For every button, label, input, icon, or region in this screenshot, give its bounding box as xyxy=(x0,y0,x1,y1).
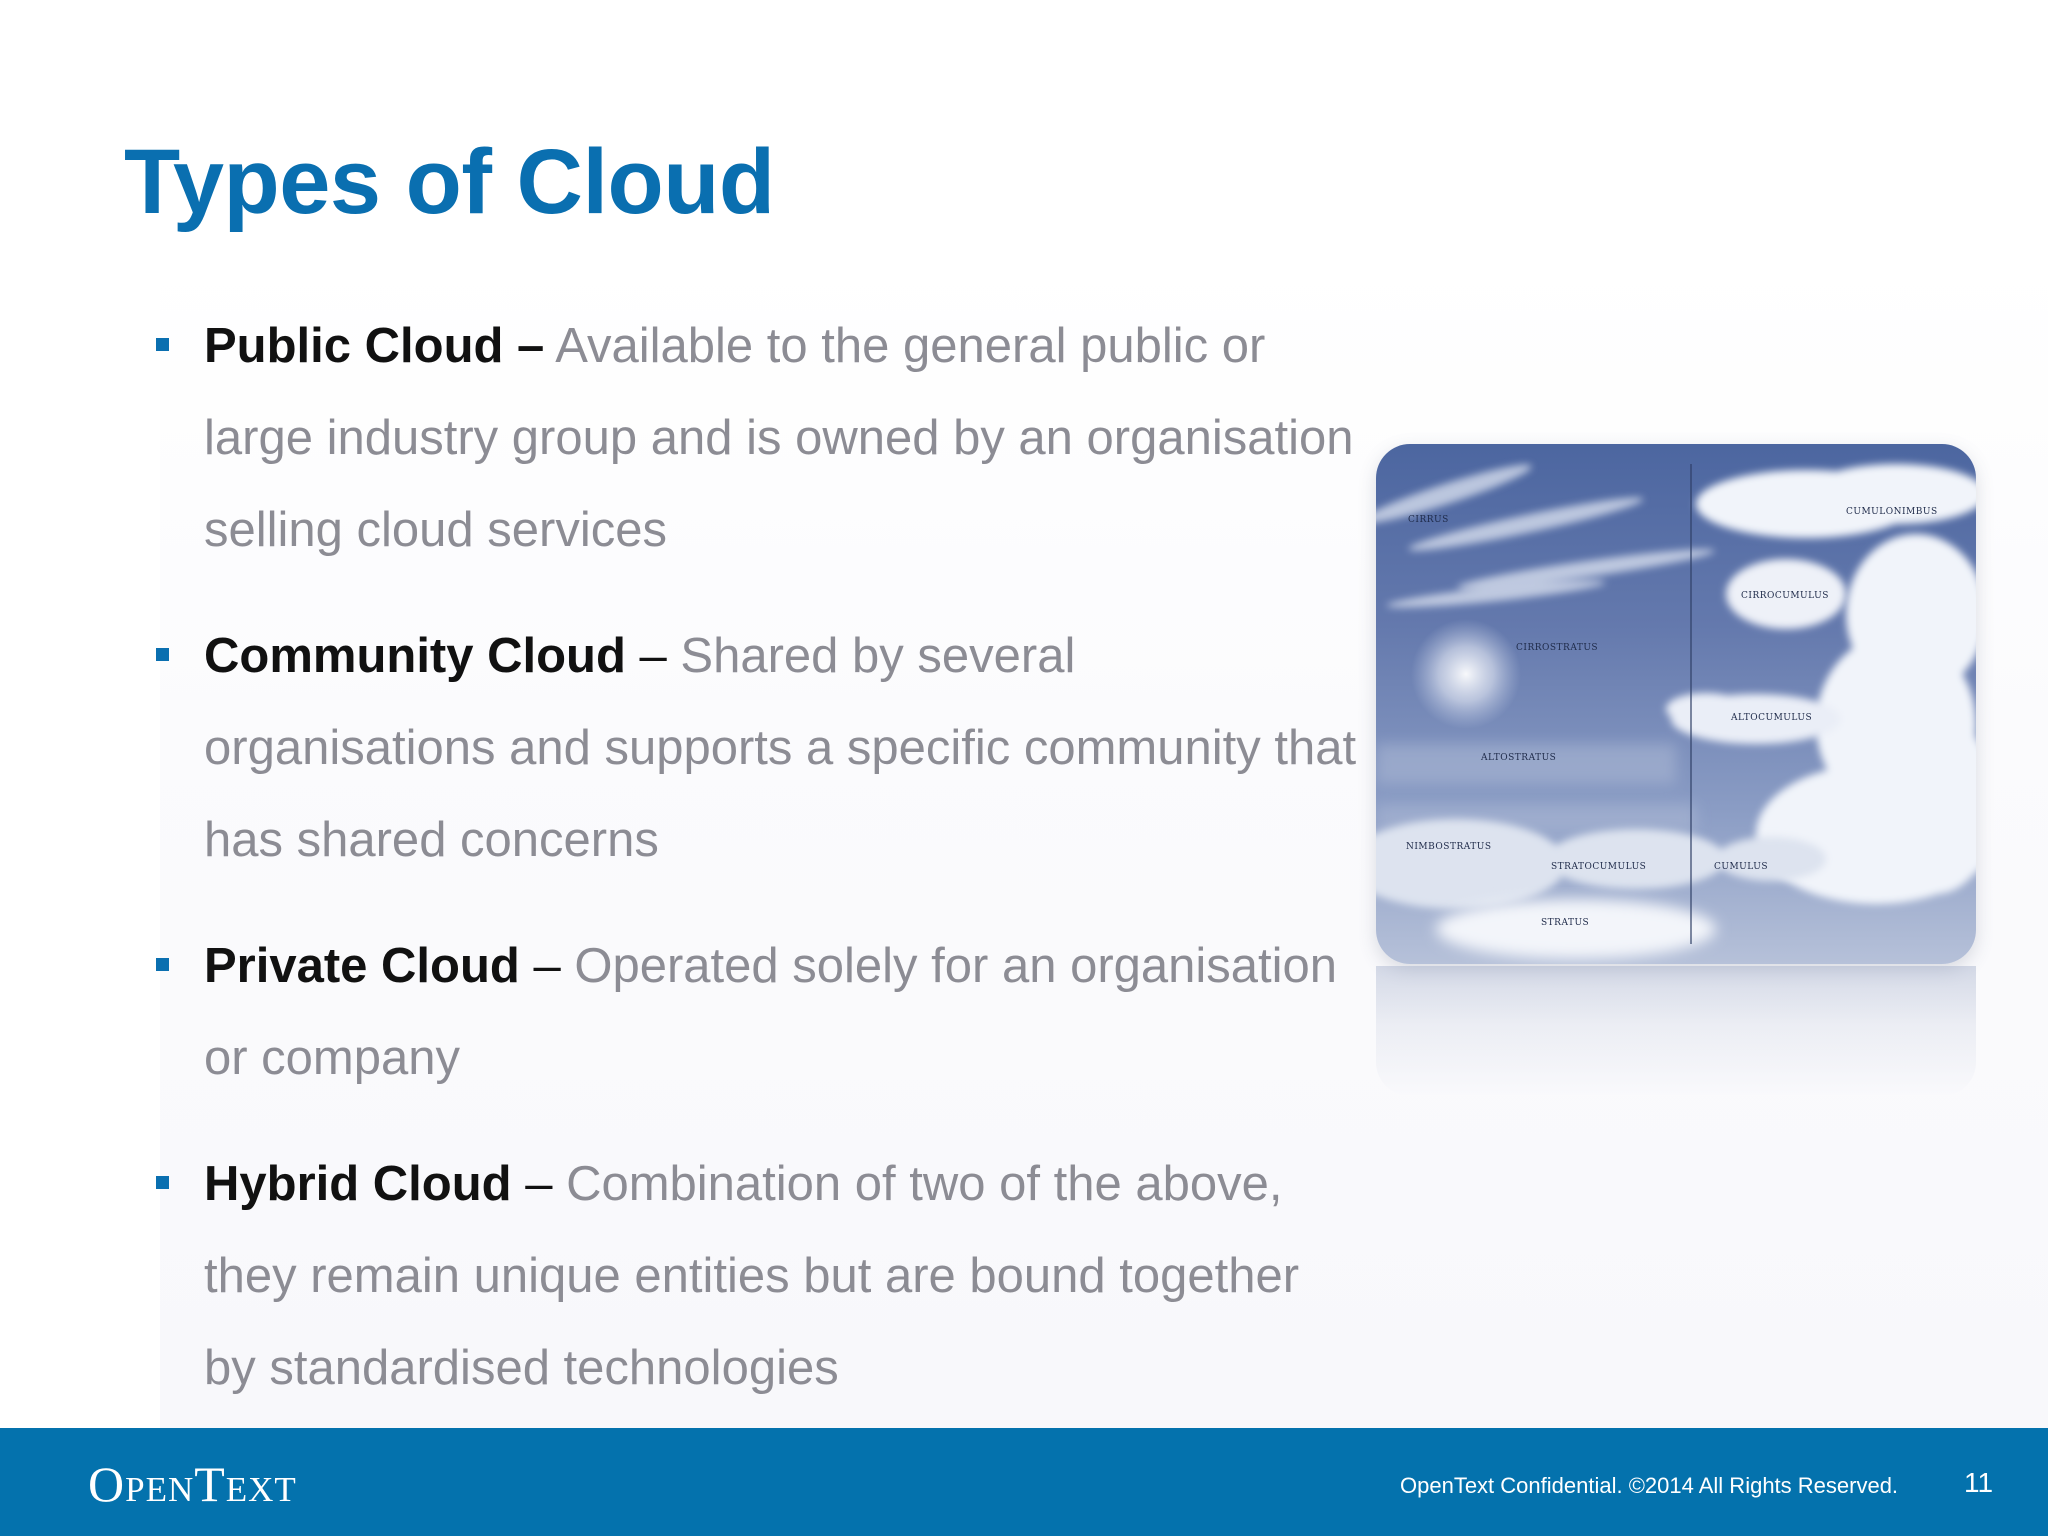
cloud-label: CIRROSTRATUS xyxy=(1516,643,1599,653)
bullet-separator: – xyxy=(503,319,545,373)
confidential-notice: OpenText Confidential. ©2014 All Rights Reserved. xyxy=(1400,1473,1899,1498)
square-bullet-icon xyxy=(156,338,169,351)
image-reflection xyxy=(1376,966,1976,1096)
cloud-label: NIMBOSTRATUS xyxy=(1406,842,1492,852)
slide-title: Types of Cloud xyxy=(124,131,775,233)
bullet-description: Available to the general public or large industry group and is owned by an organisation selling cloud services xyxy=(204,319,1354,557)
bullet-separator: – xyxy=(511,1157,553,1211)
bullet-list xyxy=(150,300,1360,1448)
cloud-label: ALTOSTRATUS xyxy=(1481,753,1557,763)
cloud-label: CUMULUS xyxy=(1714,862,1769,872)
bullet-term: Private Cloud xyxy=(204,939,520,993)
bullet-description: Operated solely for an organisation or company xyxy=(204,939,1338,1085)
bullet-term: Community Cloud xyxy=(204,629,626,683)
square-bullet-icon xyxy=(156,958,169,971)
bullet-separator: – xyxy=(625,629,667,683)
bullet-separator: – xyxy=(519,939,561,993)
bullet-description: Shared by several organisations and supports a specific community that has shared concerns xyxy=(204,629,1357,867)
bullet-term: Hybrid Cloud xyxy=(204,1157,512,1211)
cloud-label: CUMULONIMBUS xyxy=(1846,507,1938,517)
page-number: 11 xyxy=(1964,1467,1994,1498)
cloud-label: ALTOCUMULUS xyxy=(1731,713,1813,723)
cloud-label: CIRRUS xyxy=(1408,515,1449,525)
square-bullet-icon xyxy=(156,648,169,661)
bullet-community-cloud xyxy=(150,610,1360,886)
cloud-label: STRATUS xyxy=(1541,918,1590,928)
bullet-hybrid-cloud xyxy=(150,1138,1360,1414)
bullet-public-cloud xyxy=(150,300,1360,576)
cloud-illustration xyxy=(1376,444,1976,964)
opentext-logo: OpenText xyxy=(88,1456,297,1512)
bullet-private-cloud xyxy=(150,920,1360,1104)
cloud-label: STRATOCUMULUS xyxy=(1551,862,1647,872)
bullet-description: Combination of two of the above, they remain unique entities but are bound together by standardised technologies xyxy=(204,1157,1300,1395)
square-bullet-icon xyxy=(156,1176,169,1189)
bullet-term: Public Cloud xyxy=(204,319,504,373)
cloud-label: CIRROCUMULUS xyxy=(1741,591,1829,601)
cloud-types-image xyxy=(1376,444,1976,964)
